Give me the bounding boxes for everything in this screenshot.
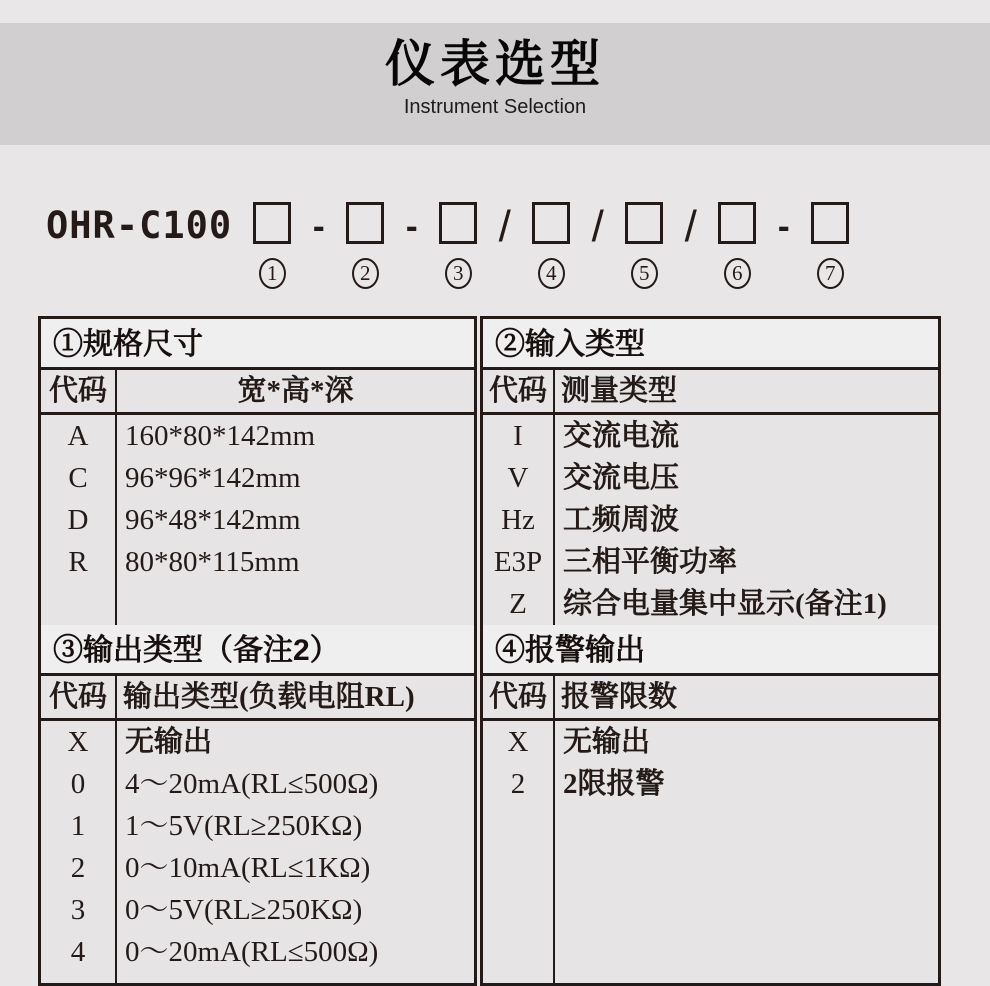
separator-slash: / — [591, 202, 604, 251]
blank-box-icon — [625, 202, 663, 244]
position-number-3: 3 — [445, 258, 472, 289]
value-cell: 2限报警 — [563, 768, 665, 800]
blank-box-icon — [532, 202, 570, 244]
value-cell: 无输出 — [125, 726, 213, 758]
section-3-body — [41, 721, 474, 983]
separator-slash: / — [684, 202, 697, 251]
code-cell: R — [68, 546, 88, 578]
value-column — [555, 721, 938, 983]
model-code-slot-4 — [529, 202, 573, 289]
value-column — [117, 721, 474, 983]
value-column — [555, 415, 938, 625]
code-column — [483, 721, 555, 983]
code-cell: 3 — [70, 894, 86, 926]
value-column — [117, 415, 474, 625]
model-code-row — [46, 202, 990, 289]
code-cell: Hz — [501, 504, 535, 536]
code-cell: Z — [509, 588, 527, 620]
value-cell: 96*48*142mm — [125, 504, 301, 536]
code-column — [483, 415, 555, 625]
value-cell: 0～10mA(RL≤1KΩ) — [125, 852, 371, 884]
section-3-title: ③输出类型（备注2） — [41, 625, 474, 676]
section-3-column-headers — [41, 676, 474, 721]
section-4-column-headers — [483, 676, 938, 721]
code-cell: 0 — [70, 768, 86, 800]
section-2-body — [483, 415, 938, 625]
input-alarm-table — [480, 316, 941, 986]
code-column-header: 代码 — [483, 370, 555, 412]
code-column — [41, 415, 117, 625]
value-column-header: 报警限数 — [561, 681, 678, 713]
model-code-slot-2 — [343, 202, 387, 289]
position-number-4: 4 — [538, 258, 565, 289]
model-code-slot-3 — [436, 202, 480, 289]
section-4-title: ④报警输出 — [483, 625, 938, 676]
model-code-slot-5 — [622, 202, 666, 289]
selection-tables — [38, 316, 990, 986]
blank-box-icon — [253, 202, 291, 244]
section-4-body — [483, 721, 938, 983]
page-title: 仪表选型 — [385, 36, 605, 92]
code-cell: D — [67, 504, 89, 536]
blank-box-icon — [439, 202, 477, 244]
section-1-title: ①规格尺寸 — [41, 319, 474, 370]
value-cell: 160*80*142mm — [125, 420, 316, 452]
value-cell: 96*96*142mm — [125, 462, 301, 494]
section-2-title: ②输入类型 — [483, 319, 938, 370]
value-cell: 工频周波 — [563, 504, 680, 536]
model-code-slot-6 — [715, 202, 759, 289]
position-number-5: 5 — [631, 258, 658, 289]
code-cell: 2 — [70, 852, 86, 884]
code-cell: I — [513, 420, 523, 452]
value-cell: 无输出 — [563, 726, 651, 758]
value-column-header: 输出类型(负载电阻RL) — [123, 681, 415, 713]
value-cell: 4～20mA(RL≤500Ω) — [125, 768, 379, 800]
code-column-header: 代码 — [41, 370, 117, 412]
code-cell: 4 — [70, 936, 86, 968]
code-column-header: 代码 — [483, 676, 555, 718]
blank-box-icon — [346, 202, 384, 244]
position-number-6: 6 — [724, 258, 751, 289]
value-cell: 1～5V(RL≥250KΩ) — [125, 810, 363, 842]
value-cell: 三相平衡功率 — [563, 546, 738, 578]
value-cell: 综合电量集中显示(备注1) — [563, 588, 887, 620]
position-number-7: 7 — [817, 258, 844, 289]
value-cell: 交流电压 — [563, 462, 680, 494]
separator-dash: - — [312, 205, 325, 246]
model-code-slot-7 — [808, 202, 852, 289]
value-column-header: 宽*高*深 — [237, 375, 354, 407]
separator-dash: - — [405, 205, 418, 246]
position-number-2: 2 — [352, 258, 379, 289]
section-1-column-headers — [41, 370, 474, 415]
code-column — [41, 721, 117, 983]
separator-slash: / — [498, 202, 511, 251]
page-subtitle: Instrument Selection — [403, 96, 587, 118]
value-cell: 0～20mA(RL≤500Ω) — [125, 936, 379, 968]
spec-size-output-table — [38, 316, 477, 986]
code-cell: 2 — [510, 768, 526, 800]
value-cell: 0～5V(RL≥250KΩ) — [125, 894, 363, 926]
value-cell: 交流电流 — [563, 420, 680, 452]
section-1-body — [41, 415, 474, 625]
blank-box-icon — [811, 202, 849, 244]
code-column-header: 代码 — [41, 676, 117, 718]
page-top-strip — [0, 0, 990, 23]
value-column-header: 测量类型 — [561, 375, 678, 407]
code-cell: E3P — [493, 546, 543, 578]
value-cell: 80*80*115mm — [125, 546, 300, 578]
code-cell: C — [68, 462, 88, 494]
code-cell: X — [67, 726, 89, 758]
separator-dash: - — [777, 205, 790, 246]
model-prefix: OHR-C100 — [46, 204, 233, 247]
code-cell: X — [507, 726, 529, 758]
code-cell: 1 — [70, 810, 86, 842]
blank-box-icon — [718, 202, 756, 244]
title-band — [0, 23, 990, 145]
model-code-slot-1 — [250, 202, 294, 289]
position-number-1: 1 — [259, 258, 286, 289]
section-2-column-headers — [483, 370, 938, 415]
code-cell: A — [67, 420, 89, 452]
code-cell: V — [507, 462, 529, 494]
